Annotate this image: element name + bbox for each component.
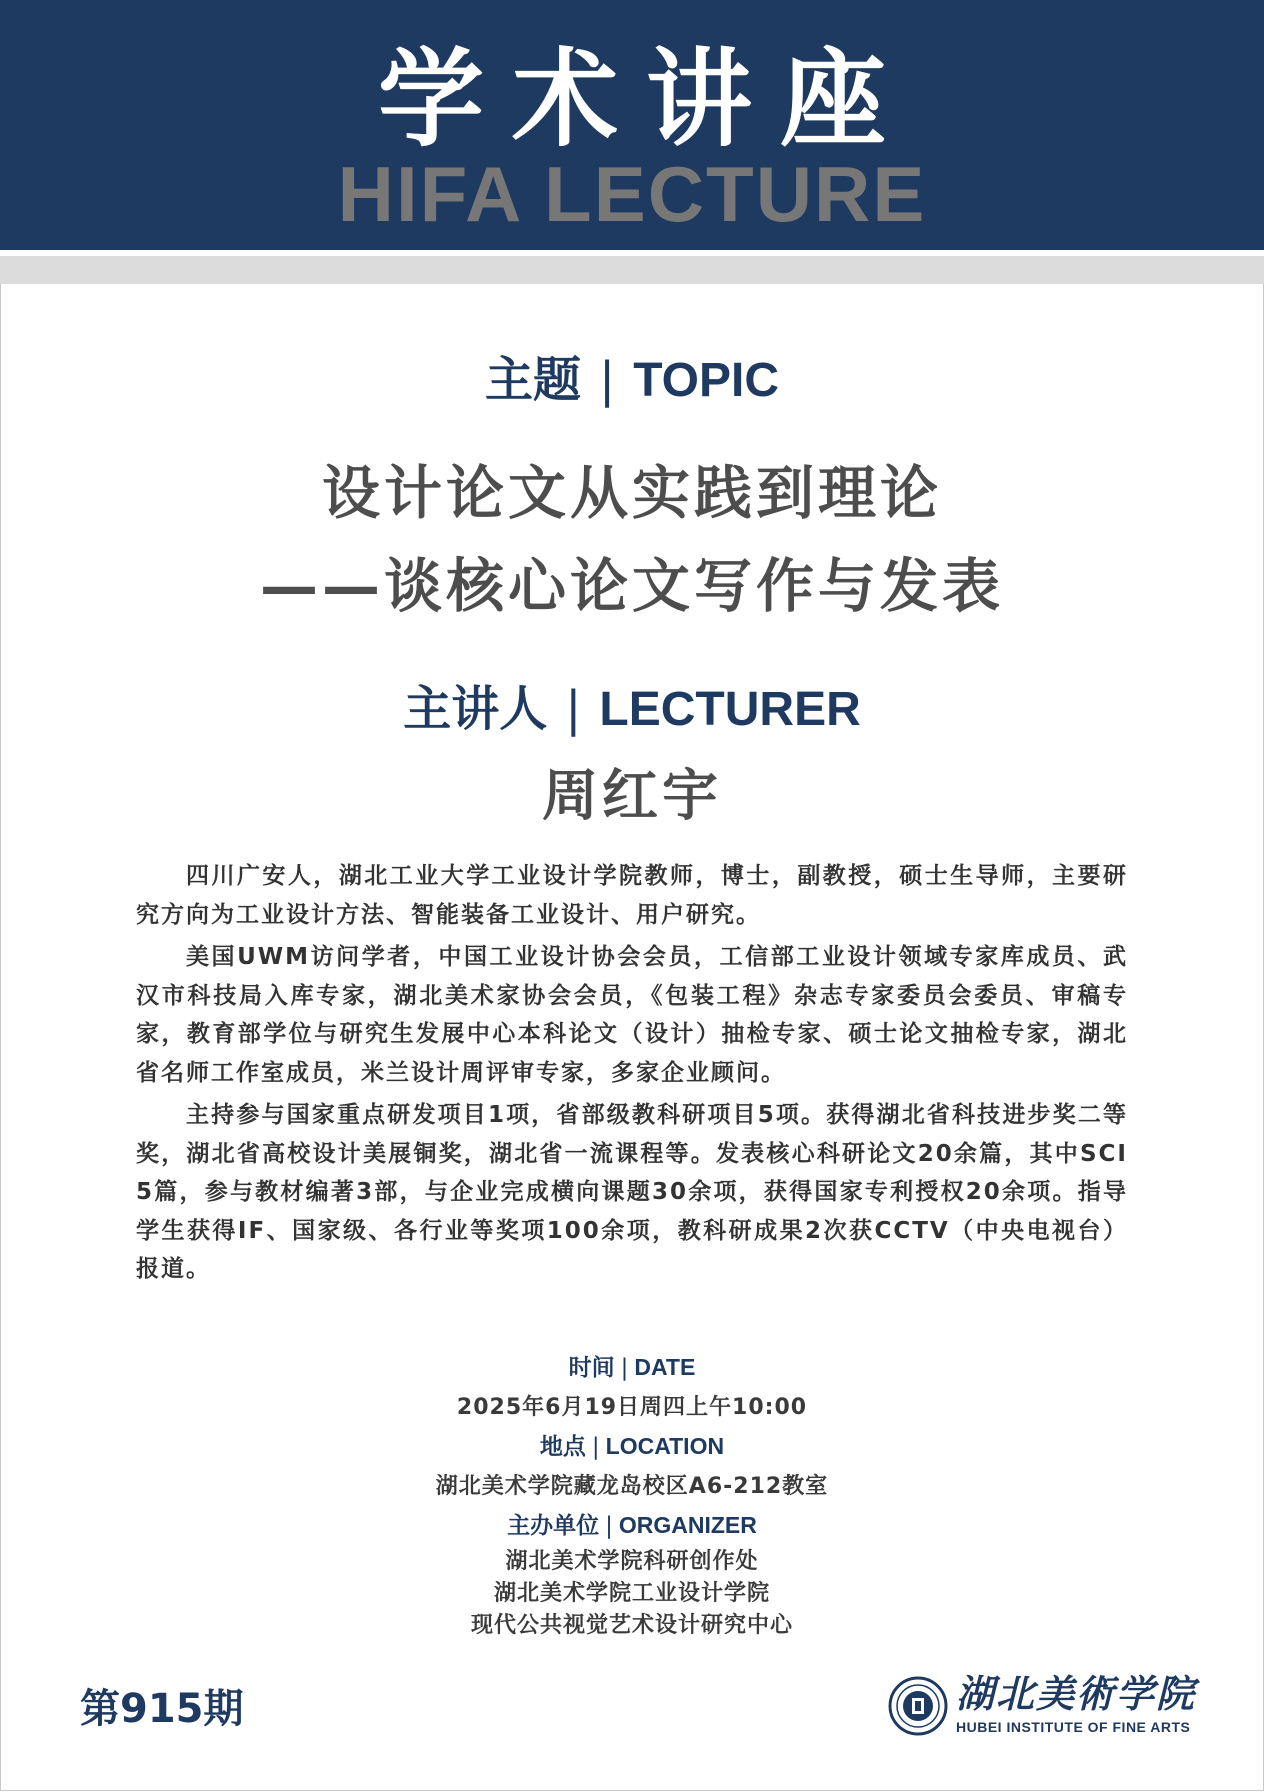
header-subtitle: HIFA LECTURE	[337, 150, 927, 238]
date-label-en: DATE	[634, 1354, 696, 1380]
logo-text-cn: 湖北美術学院	[956, 1671, 1197, 1716]
topic-separator: |	[599, 352, 616, 408]
topic-title-line-1: 设计论文从实践到理论	[321, 459, 942, 527]
institute-seal-icon	[888, 1676, 948, 1736]
lecturer-bio	[136, 857, 1128, 1293]
topic-label-cn: 主题	[485, 352, 582, 408]
issue-number: 第915期	[80, 1686, 244, 1732]
topic-heading	[0, 352, 1264, 409]
organizer-item: 湖北美术学院科研创作处	[505, 1549, 759, 1574]
header-banner	[0, 0, 1264, 250]
lecturer-separator: |	[565, 681, 582, 737]
date-label	[0, 1348, 1264, 1388]
location-label-en: LOCATION	[605, 1433, 725, 1459]
bio-paragraph: 美国UWM访问学者，中国工业设计协会会员，工信部工业设计领域专家库成员、武汉市科技局入库专家，湖北美术家协会会员，《包装工程》杂志专家委员会委员、审稿专家，教育部学位与研究生发展中心本科论文（设计）抽检专家、硕士论文抽检专家，湖北省名师工作室成员，米兰设计周评审专家，多家企业顾问。	[136, 944, 1128, 1086]
lecturer-heading	[0, 681, 1264, 738]
date-label-cn: 时间	[568, 1355, 615, 1381]
location-label-cn: 地点	[539, 1434, 586, 1460]
header-title: 学术讲座	[378, 38, 914, 161]
header-divider-band	[0, 256, 1264, 284]
organizer-separator: |	[605, 1513, 613, 1539]
topic-title-line-2: ——谈核心论文写作与发表	[259, 552, 1004, 620]
organizer-item: 现代公共视觉艺术设计研究中心	[470, 1613, 793, 1638]
organizer-label-cn: 主办单位	[507, 1513, 600, 1539]
location-label	[0, 1427, 1264, 1467]
organizer-item: 湖北美术学院工业设计学院	[493, 1581, 770, 1606]
location-separator: |	[591, 1434, 600, 1460]
organizer-label	[0, 1506, 1264, 1546]
topic-label-en: TOPIC	[633, 354, 779, 407]
event-details	[0, 1348, 1264, 1642]
date-separator: |	[620, 1355, 629, 1381]
institute-logo	[888, 1672, 1208, 1744]
lecturer-label-en: LECTURER	[599, 683, 861, 736]
bio-paragraph: 主持参与国家重点研发项目1项，省部级教科研项目5项。获得湖北省科技进步奖二等奖，湖北省高校设计美展铜奖，湖北省一流课程等。发表核心科研论文20余篇，其中SCI 5篇，参与教材编著3部，与企业完成横向课题30余项，获得国家专利授权20余项。指导学生获得IF、国家级、各行业等奖项100余项，教科研成果2次获CCTV（中央电视台）报道。	[136, 1102, 1128, 1282]
location-value: 湖北美术学院藏龙岛校区A6-212教室	[435, 1474, 829, 1499]
bio-paragraph: 四川广安人，湖北工业大学工业设计学院教师，博士，副教授，硕士生导师，主要研究方向为工业设计方法、智能装备工业设计、用户研究。	[136, 863, 1128, 928]
date-value: 2025年6月19日周四上午10:00	[456, 1395, 808, 1420]
lecturer-label-cn: 主讲人	[403, 681, 548, 737]
lecturer-name: 周红宇	[542, 764, 722, 829]
organizer-label-en: ORGANIZER	[618, 1512, 757, 1538]
logo-text-en: HUBEI INSTITUTE OF FINE ARTS	[956, 1719, 1191, 1735]
